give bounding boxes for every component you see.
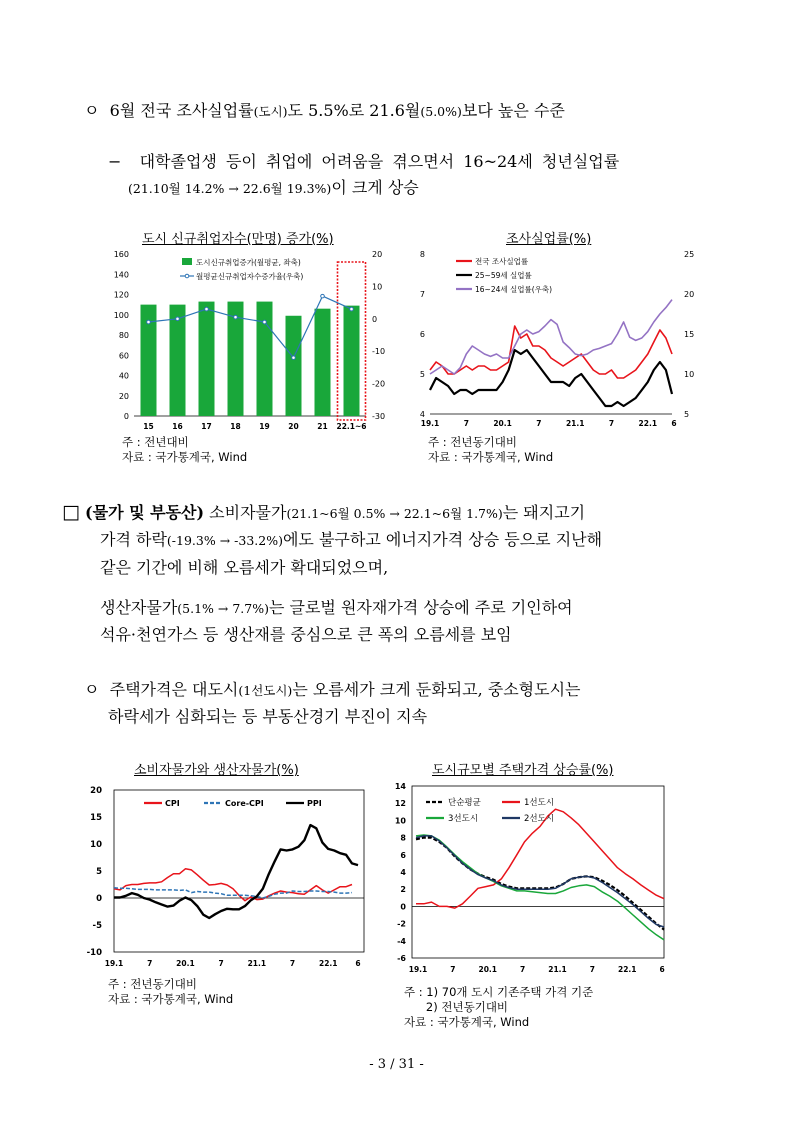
dash-bullet: − xyxy=(108,152,122,171)
x-tick-label: 7 xyxy=(536,419,542,428)
x-tick-label: 17 xyxy=(201,422,212,431)
y-tick-label: -10 xyxy=(86,948,102,958)
legend-swatch-bar xyxy=(182,258,192,265)
y-left-tick-label: 20 xyxy=(118,391,129,401)
y-tick-label: 10 xyxy=(90,840,102,850)
x-tick-label: 7 xyxy=(289,959,296,968)
legend-label-3: 2선도시 xyxy=(524,814,555,824)
x-tick-label: 19.1 xyxy=(420,419,440,428)
point-employment-growth xyxy=(321,294,325,298)
y-tick-label: 0 xyxy=(96,894,102,904)
y-left-tick-label: 80 xyxy=(118,331,129,340)
x-tick-label: 19.1 xyxy=(104,959,124,968)
x-tick-label: 21.1 xyxy=(247,959,267,968)
y-tick-label: 14 xyxy=(394,782,406,791)
x-tick-label: 7 xyxy=(608,419,615,428)
y-tick-label: 10 xyxy=(394,816,406,826)
y-right-tick-label: 5 xyxy=(684,410,690,419)
legend-label-1: 25~59세 실업률 xyxy=(475,271,532,280)
y-left-tick-label: 5 xyxy=(419,370,425,379)
series-line-0 xyxy=(416,838,664,930)
p3-l1a: 주택가격은 대도시 xyxy=(109,680,239,699)
chart-unemployment xyxy=(408,246,700,438)
y-tick-label: -4 xyxy=(397,936,406,946)
section-prices-line3: 같은 기간에 비해 오름세가 확대되었으며, xyxy=(100,558,389,577)
x-tick-label: 21.1 xyxy=(548,965,567,974)
p2-line2: 이 크게 상승 xyxy=(331,178,419,197)
chart3-title: 소비자물가와 생산자물가(%) xyxy=(134,763,299,778)
y-right-tick-label: -30 xyxy=(372,412,386,421)
chart1-title: 도시 신규취업자수(만명) 증가(%) xyxy=(142,232,334,247)
x-tick-label: 7 xyxy=(147,959,153,968)
bar-16 xyxy=(170,305,186,416)
y-tick-label: 2 xyxy=(400,885,406,895)
paragraph-youth-2 xyxy=(128,177,419,200)
y-tick-label: 6 xyxy=(400,850,406,860)
chart4-title: 도시규모별 주택가격 상승률(%) xyxy=(432,763,614,778)
sec-l2s: (-19.3% → -33.2%) xyxy=(166,533,283,548)
paragraph-youth xyxy=(108,151,619,173)
bar-22.1~6 xyxy=(344,306,360,416)
y-tick-label: 20 xyxy=(90,786,102,796)
y-right-tick-label: -10 xyxy=(372,347,386,357)
p2-line2-small: (21.10월 14.2% → 22.6월 19.3%) xyxy=(128,181,332,196)
x-tick-label: 16 xyxy=(172,422,183,431)
chart4-caption: 주 : 1) 70개 도시 기존주택 가격 기준 2) 전년동기대비 자료 : 국가통계국, Wind xyxy=(404,985,594,1029)
section-prices-line5: 석유·천연가스 등 생산재를 중심으로 큰 폭의 오름세를 보임 xyxy=(100,625,512,644)
y-tick-label: -2 xyxy=(397,919,406,929)
legend-label-2: 3선도시 xyxy=(448,814,479,824)
y-tick-label: -5 xyxy=(92,921,102,931)
legend-label-0: CPI xyxy=(165,799,180,808)
y-right-tick-label: 10 xyxy=(372,282,383,292)
y-right-tick-label: 10 xyxy=(684,370,695,379)
x-tick-label: 19.1 xyxy=(408,965,428,974)
x-tick-label: 20.1 xyxy=(176,959,195,968)
sec-l2a: 가격 하락 xyxy=(100,530,167,549)
chart-housing xyxy=(386,778,676,978)
section-title: (물가 및 부동산) xyxy=(85,503,205,522)
bar-21 xyxy=(315,309,331,416)
bar-20 xyxy=(286,316,302,416)
p1-small1: (도시) xyxy=(253,104,288,119)
y-left-tick-label: 40 xyxy=(118,371,129,381)
y-tick-label: 5 xyxy=(96,867,102,877)
legend-label-2: PPI xyxy=(307,799,322,808)
y-left-tick-label: 4 xyxy=(419,410,425,419)
y-tick-label: -6 xyxy=(397,954,406,963)
y-right-tick-label: 0 xyxy=(372,314,378,324)
x-tick-label: 7 xyxy=(589,965,595,974)
sec-l1b: 는 돼지고기 xyxy=(502,503,586,522)
x-tick-label: 20.1 xyxy=(493,419,512,428)
y-tick-label: 15 xyxy=(90,813,102,823)
y-right-tick-label: 25 xyxy=(684,250,695,259)
x-tick-label: 19 xyxy=(259,422,270,431)
p1-small2: (5.0%) xyxy=(420,104,462,119)
page-number: - 3 / 31 - xyxy=(369,1057,424,1072)
x-tick-label: 6 xyxy=(659,965,665,974)
sec-l1s: (21.1~6월 0.5% → 22.1~6월 1.7%) xyxy=(286,506,503,521)
bar-19 xyxy=(257,302,273,416)
y-left-tick-label: 0 xyxy=(123,412,129,421)
x-tick-label: 22.1~6 xyxy=(336,422,367,431)
y-tick-label: 8 xyxy=(400,833,406,843)
bullet-circle: ㅇ xyxy=(84,101,100,120)
legend-label-1: 1선도시 xyxy=(524,798,555,808)
legend-marker xyxy=(185,274,189,278)
x-tick-label: 7 xyxy=(520,965,526,974)
sec-l4b: 는 글로벌 원자재가격 상승에 주로 기인하여 xyxy=(268,598,573,617)
point-employment-growth xyxy=(263,320,267,324)
plot-frame xyxy=(412,786,664,958)
point-employment-growth xyxy=(176,317,180,321)
x-tick-label: 22.1 xyxy=(638,419,658,428)
y-left-tick-label: 7 xyxy=(419,290,425,299)
y-left-tick-label: 100 xyxy=(113,310,129,320)
y-tick-label: 0 xyxy=(400,902,406,912)
point-employment-growth xyxy=(350,307,354,311)
p3-l1b: 는 오름세가 크게 둔화되고, 중소형도시는 xyxy=(292,680,581,699)
series-line-0 xyxy=(430,326,672,378)
legend-label-2: 16~24세 실업률(우축) xyxy=(475,285,553,294)
x-tick-label: 20.1 xyxy=(478,965,498,974)
point-employment-growth xyxy=(147,320,151,324)
y-right-tick-label: 15 xyxy=(684,330,695,339)
y-left-tick-label: 8 xyxy=(419,250,425,259)
section-prices-line2 xyxy=(100,529,602,552)
x-tick-label: 6 xyxy=(671,419,677,428)
sec-l4a: 생산자물가 xyxy=(100,598,178,617)
chart2-title: 조사실업률(%) xyxy=(506,232,592,247)
point-employment-growth xyxy=(234,315,238,319)
y-right-tick-label: 20 xyxy=(372,250,383,259)
chart2-caption: 주 : 전년동기대비 자료 : 국가통계국, Wind xyxy=(428,435,554,464)
y-left-tick-label: 160 xyxy=(113,250,129,259)
x-tick-label: 7 xyxy=(463,419,469,428)
y-tick-label: 4 xyxy=(400,868,406,877)
section-prices-line1 xyxy=(62,501,585,525)
series-line-3 xyxy=(416,836,664,927)
x-tick-label: 21.1 xyxy=(565,419,585,428)
chart1-caption: 주 : 전년대비 자료 : 국가통계국, Wind xyxy=(122,435,248,464)
p1-text-b: 도 5.5%로 21.6월 xyxy=(287,101,421,120)
plot-frame xyxy=(114,790,364,952)
series-line-2 xyxy=(430,300,672,374)
sec-l1a: 소비자물가 xyxy=(209,503,287,522)
x-tick-label: 7 xyxy=(450,965,456,974)
y-left-tick-label: 60 xyxy=(118,351,129,361)
chart-cpi-ppi xyxy=(86,780,376,980)
legend-label-bar: 도시신규취업증가(월평균, 좌축) xyxy=(196,258,301,267)
legend-label-0: 단순평균 xyxy=(448,798,481,808)
y-tick-label: 12 xyxy=(394,799,406,809)
x-tick-label: 20 xyxy=(288,422,299,431)
x-tick-label: 7 xyxy=(218,959,224,968)
legend-label-0: 전국 조사실업률 xyxy=(475,257,529,266)
x-tick-label: 15 xyxy=(143,422,154,431)
p1-text-c: 보다 높은 수준 xyxy=(461,101,565,120)
x-tick-label: 22.1 xyxy=(617,965,637,974)
y-left-tick-label: 140 xyxy=(113,270,129,280)
y-left-tick-label: 6 xyxy=(419,330,425,339)
p1-text: 6월 전국 조사실업률 xyxy=(109,101,254,120)
paragraph-unemployment xyxy=(84,100,565,123)
legend-label-line: 월평균신규취업자수증가율(우축) xyxy=(196,272,304,281)
y-right-tick-label: 20 xyxy=(684,290,695,299)
series-line-PPI xyxy=(114,825,358,918)
paragraph-housing-2: 하락세가 심화되는 등 부동산경기 부진이 지속 xyxy=(108,707,428,726)
legend-label-1: Core-CPI xyxy=(225,799,264,808)
x-tick-label: 22.1 xyxy=(318,959,338,968)
x-tick-label: 6 xyxy=(355,959,361,968)
chart3-caption: 주 : 전년동기대비 자료 : 국가통계국, Wind xyxy=(108,977,234,1006)
point-employment-growth xyxy=(205,307,209,311)
sec-l4s: (5.1% → 7.7%) xyxy=(177,601,269,616)
x-tick-label: 21 xyxy=(317,422,328,431)
y-right-tick-label: -20 xyxy=(372,379,386,389)
y-left-tick-label: 120 xyxy=(113,290,129,300)
bullet-circle: ㅇ xyxy=(84,680,100,699)
chart-employment xyxy=(106,246,396,438)
section-box: □ xyxy=(62,501,80,523)
p3-l1s: (1선도시) xyxy=(238,683,293,698)
x-tick-label: 18 xyxy=(230,422,241,431)
sec-l2b: 에도 불구하고 에너지가격 상승 등으로 지난해 xyxy=(282,530,603,549)
paragraph-housing xyxy=(84,679,581,702)
bar-17 xyxy=(199,302,215,416)
p2-line1: 대학졸업생 등이 취업에 어려움을 겪으면서 16~24세 청년실업률 xyxy=(139,152,620,171)
point-employment-growth xyxy=(292,356,296,360)
section-prices-line4 xyxy=(100,597,573,620)
